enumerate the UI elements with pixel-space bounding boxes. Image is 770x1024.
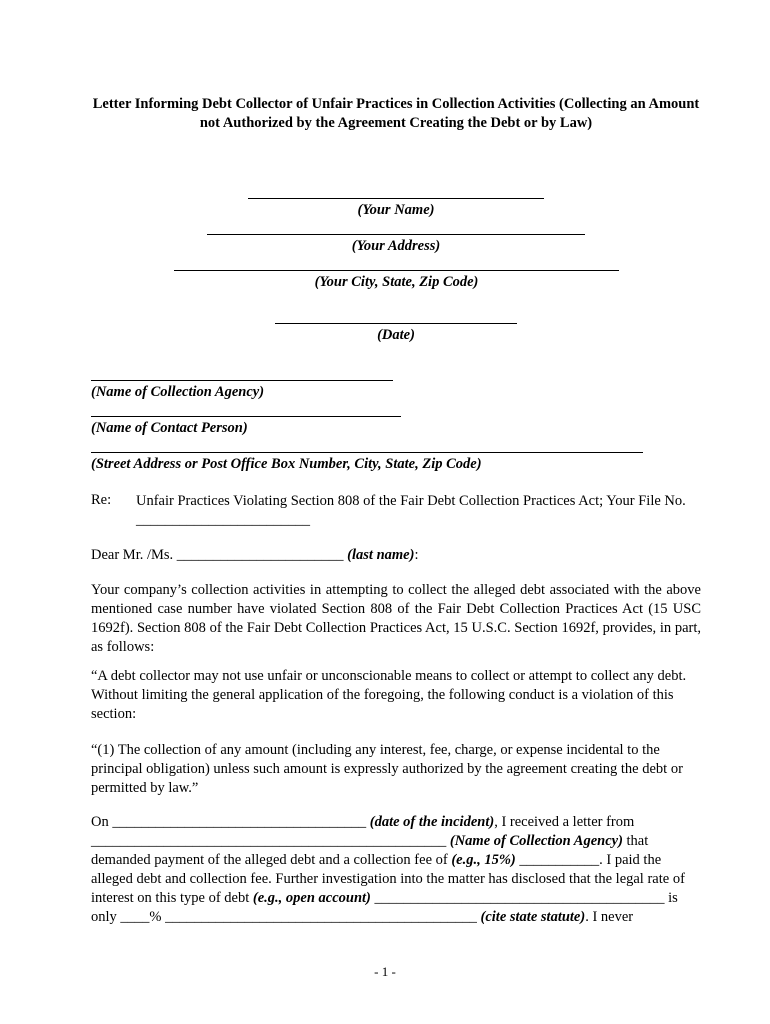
collection-agency-line[interactable] — [91, 380, 393, 381]
last-name-label: (last name) — [347, 547, 415, 563]
collection-agency-label: (Name of Collection Agency) — [91, 384, 265, 400]
salutation-colon: : — [414, 547, 419, 563]
page-number: - 1 - — [374, 964, 396, 979]
p4-text-1: , I received a letter from — [494, 814, 635, 830]
agency-name-label: (Name of Collection Agency) — [449, 833, 623, 849]
cite-statute-label: (cite state statute) — [480, 909, 586, 925]
paragraph-4 — [91, 813, 701, 927]
your-name-line[interactable] — [248, 198, 544, 199]
salutation — [91, 546, 701, 565]
paragraph-2: “A debt collector may not use unfair or unconscionable means to collect or attempt to collect any debt. Without limiting the general application of the foregoing, the following conduct is a violation of this section: — [91, 668, 687, 722]
your-name-label: (Your Name) — [357, 202, 435, 218]
fee-blank[interactable]: ___________ — [519, 852, 600, 868]
your-address-label: (Your Address) — [351, 238, 441, 254]
date-label: (Date) — [377, 327, 415, 343]
statute-blank[interactable]: ___________________________________________ — [165, 909, 477, 925]
street-address-line[interactable] — [91, 452, 643, 453]
last-name-blank[interactable]: _______________________ — [176, 547, 344, 563]
paragraph-1: Your company’s collection activities in attempting to collect the alleged debt associated with the above mentioned case number have violated Section 808 of the Fair Debt Collection Practices Act (15 USC 1692f). Section 808 of the Fair Debt Collection Practices Act, 15 U.S.C. Section 1692f, provides, in part, as follows: — [91, 582, 701, 655]
p4-on: On — [91, 814, 113, 830]
p4-text-4: is only — [91, 890, 678, 925]
fee-example-label: (e.g., 15%) — [451, 852, 516, 868]
debt-type-blank[interactable]: ________________________________________ — [374, 890, 665, 906]
percent-sign: % — [149, 909, 166, 925]
document-title: Letter Informing Debt Collector of Unfair Practices in Collection Activities (Collecting an Amount not Authorized by the Agreement Creating the Debt or by Law) — [92, 96, 700, 131]
debt-type-example-label: (e.g., open account) — [252, 890, 371, 906]
salutation-prefix: Dear Mr. /Ms. — [91, 547, 177, 563]
agency-blank[interactable]: _________________________________________________ — [91, 833, 447, 849]
re-subject: Unfair Practices Violating Section 808 of the Fair Debt Collection Practices Act; Your File No. — [136, 493, 686, 509]
your-city-label: (Your City, State, Zip Code) — [314, 274, 479, 290]
p4-text-3: . I paid the alleged debt and collection fee. Further investigation into the matter has disclosed that the legal rate of interest on this type of debt — [91, 852, 685, 906]
your-city-line[interactable] — [174, 270, 619, 271]
contact-person-label: (Name of Contact Person) — [91, 420, 248, 436]
paragraph-3: “(1) The collection of any amount (including any interest, fee, charge, or expense incidental to the principal obligation) unless such amount is expressly authorized by the agreement creating the debt or permitted by law.” — [91, 742, 683, 796]
p4-text-2: that demanded payment of the alleged debt and a collection fee of — [91, 833, 649, 868]
incident-date-blank[interactable]: ___________________________________ — [112, 814, 367, 830]
p4-text-5: . I never — [585, 909, 634, 925]
file-no-blank[interactable]: ________________________ — [136, 512, 310, 528]
date-of-incident-label: (date of the incident) — [369, 814, 495, 830]
re-label: Re: — [91, 492, 112, 508]
date-line[interactable] — [275, 323, 517, 324]
street-address-label: (Street Address or Post Office Box Number, City, State, Zip Code) — [91, 456, 482, 472]
rate-blank[interactable]: ____ — [120, 909, 150, 925]
your-address-line[interactable] — [207, 234, 585, 235]
contact-person-line[interactable] — [91, 416, 401, 417]
re-text — [136, 492, 696, 530]
